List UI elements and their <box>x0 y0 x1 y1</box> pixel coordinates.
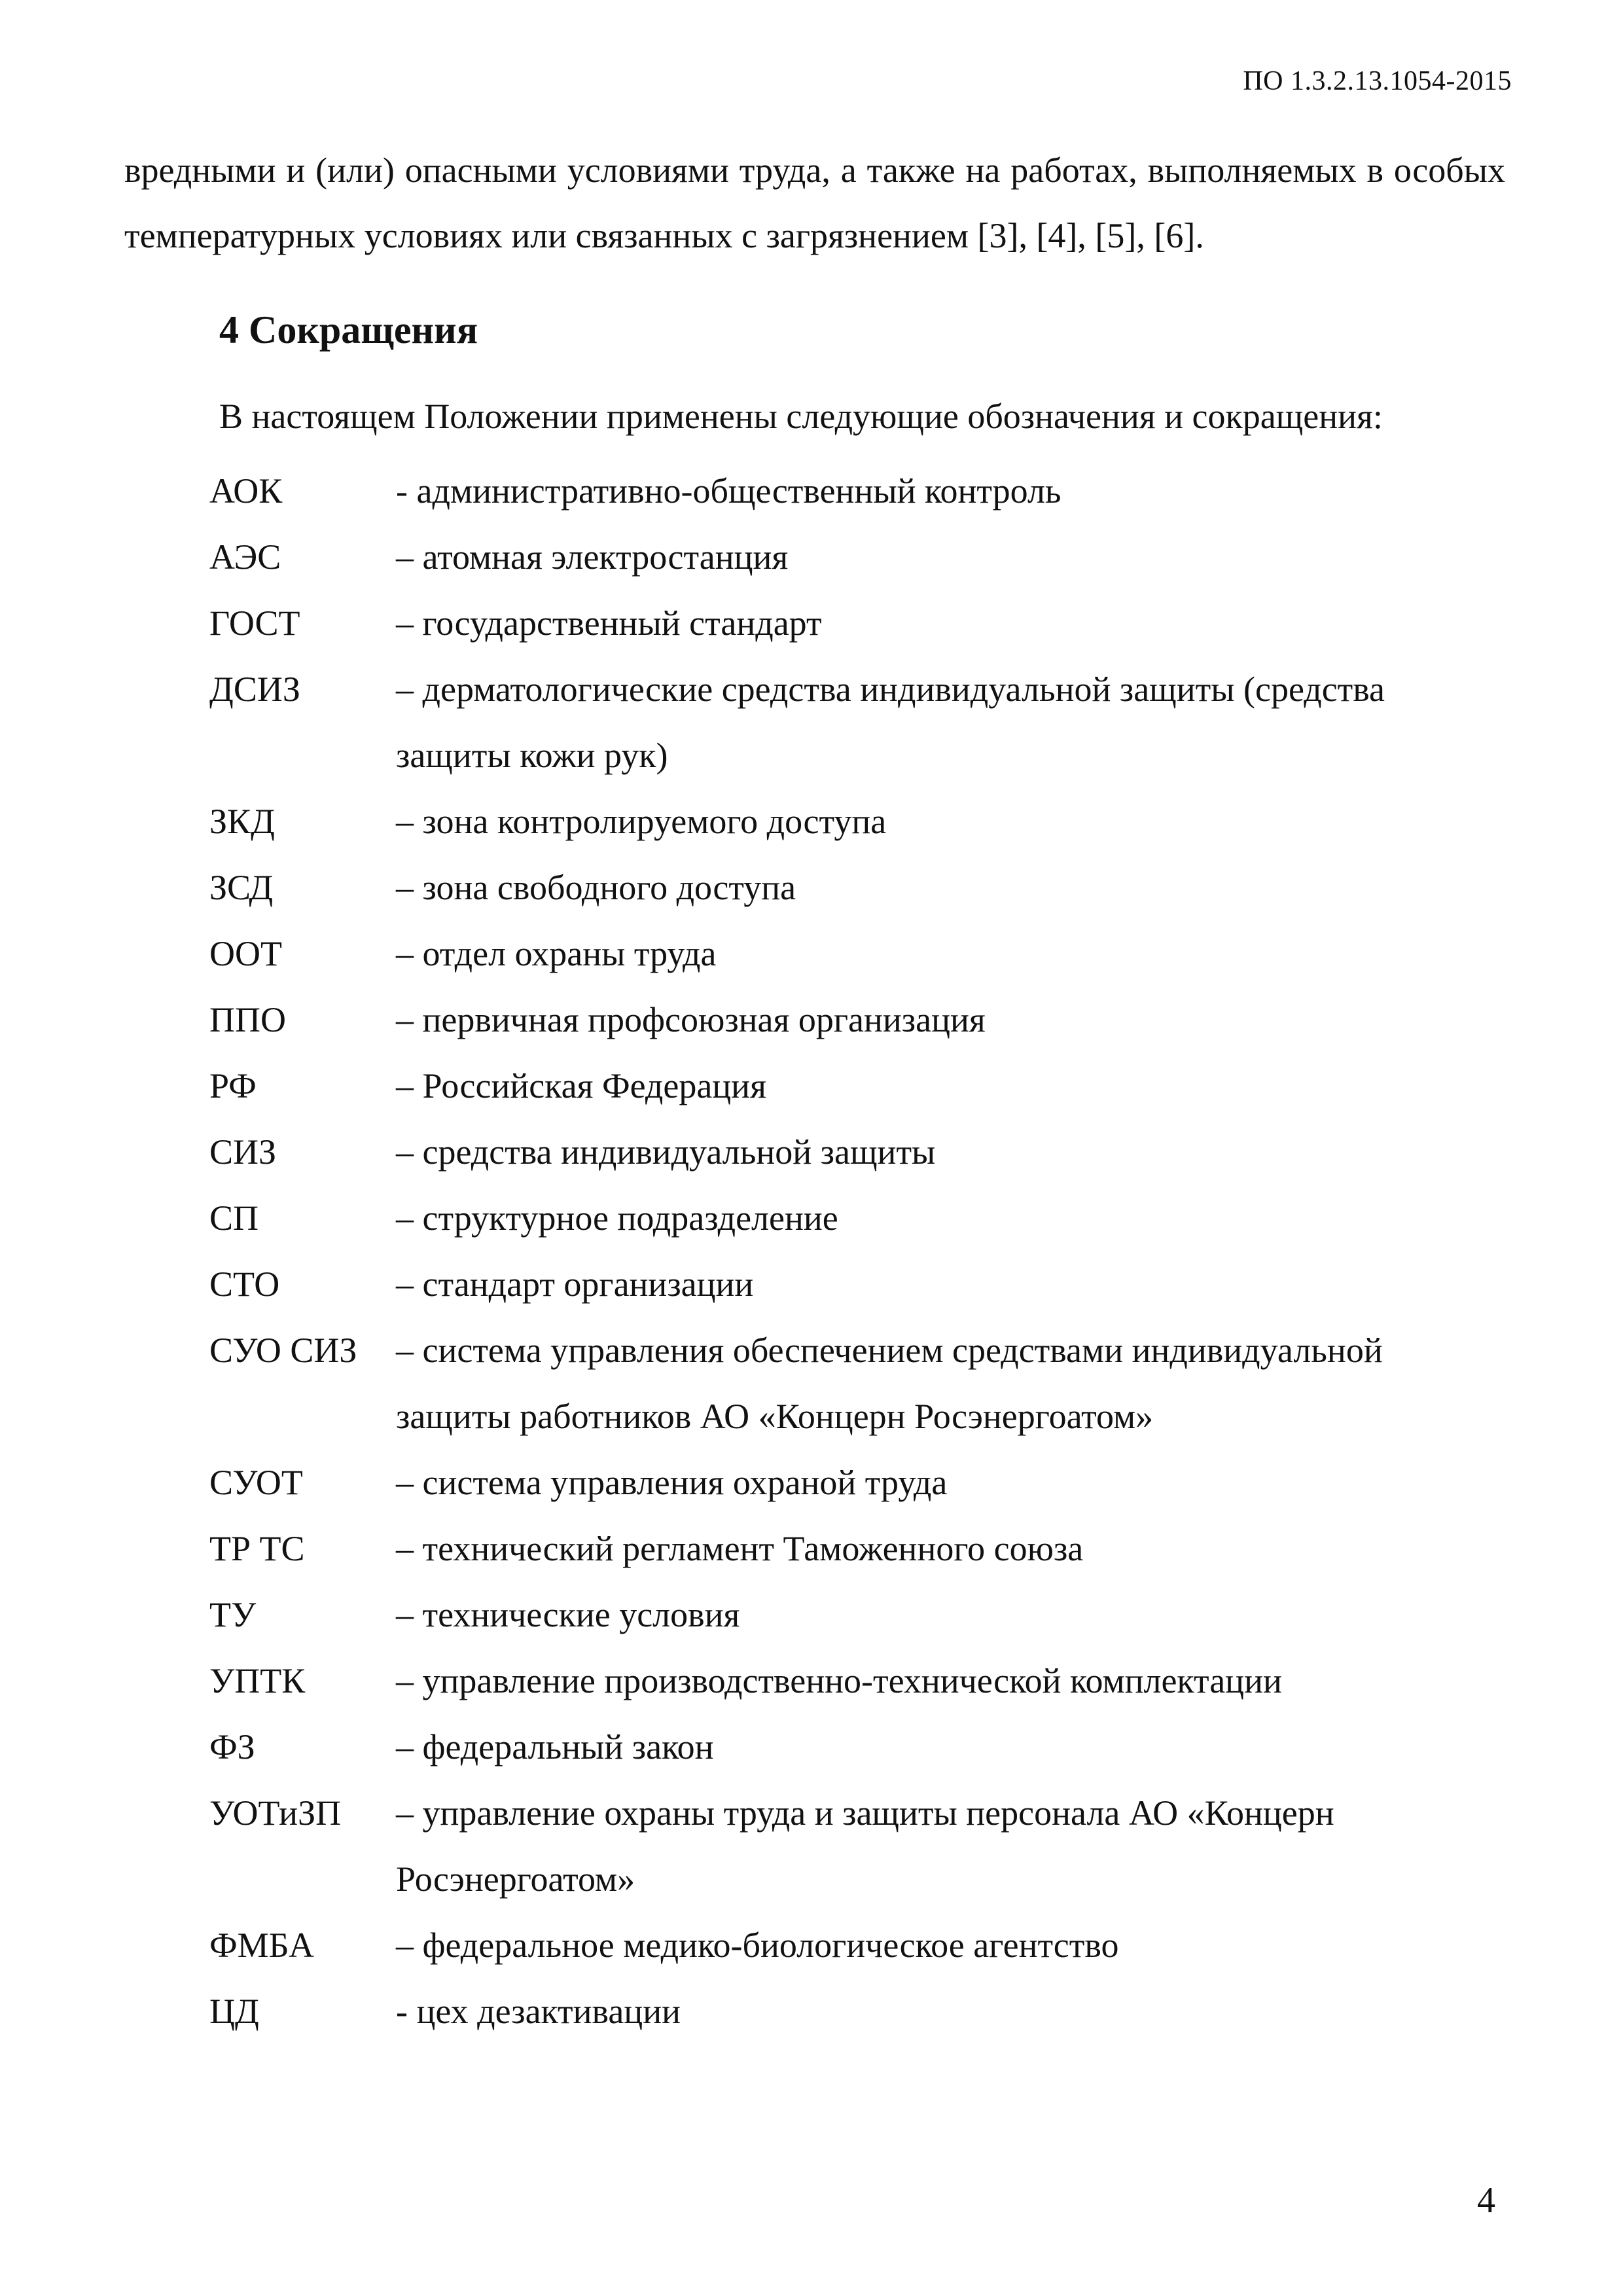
abbreviation-row <box>209 1119 1505 1185</box>
abbreviation-list <box>209 458 1505 2045</box>
abbreviation-row <box>209 987 1505 1053</box>
abbreviation-row <box>209 1714 1505 1780</box>
abbreviation-row <box>209 1648 1505 1714</box>
section-lead: В настоящем Положении применены следующие обозначения и сокращения: <box>219 397 1383 436</box>
abbreviation-term: ГОСТ <box>209 603 300 643</box>
abbreviation-definition: – система управления охраной труда <box>396 1463 948 1502</box>
abbreviation-term: ФМБА <box>209 1926 314 1965</box>
abbreviation-term: ТР ТС <box>209 1529 305 1568</box>
abbreviation-term: АОК <box>209 471 283 511</box>
abbreviation-term: УПТК <box>209 1661 306 1700</box>
abbreviation-row <box>209 1251 1505 1318</box>
abbreviation-row <box>209 789 1505 855</box>
abbreviation-definition: – зона контролируемого доступа <box>396 802 887 841</box>
abbreviation-term: ЗКД <box>209 802 275 841</box>
abbreviation-definition: – система управления обеспечением средствами индивидуальной защиты работников АО «Концерн Росэнергоатом» <box>396 1331 1383 1436</box>
abbreviation-term: РФ <box>209 1066 257 1105</box>
abbreviation-row <box>209 458 1505 524</box>
abbreviation-definition: – технические условия <box>396 1595 740 1634</box>
abbreviation-definition: – дерматологические средства индивидуальной защиты (средства защиты кожи рук) <box>396 670 1385 775</box>
abbreviation-definition: – управление производственно-технической комплектации <box>396 1661 1282 1700</box>
abbreviation-definition: – государственный стандарт <box>396 603 822 643</box>
abbreviation-definition: – федеральное медико-биологическое агентство <box>396 1926 1119 1965</box>
abbreviation-definition: – средства индивидуальной защиты <box>396 1132 936 1172</box>
abbreviation-definition: – технический регламент Таможенного союза <box>396 1529 1084 1568</box>
abbreviation-term: ФЗ <box>209 1727 255 1767</box>
abbreviation-row <box>209 1912 1505 1979</box>
abbreviation-term: СИЗ <box>209 1132 277 1172</box>
abbreviation-row <box>209 656 1505 789</box>
abbreviation-row <box>209 1450 1505 1516</box>
abbreviation-row <box>209 1979 1505 2045</box>
abbreviation-term: СТО <box>209 1265 280 1304</box>
abbreviation-row <box>209 1053 1505 1119</box>
abbreviation-term: ТУ <box>209 1595 257 1634</box>
abbreviation-definition: – управление охраны труда и защиты персонала АО «Концерн Росэнергоатом» <box>396 1793 1334 1899</box>
abbreviation-row <box>209 855 1505 921</box>
abbreviation-term: ЦД <box>209 1992 259 2031</box>
abbreviation-row <box>209 1185 1505 1251</box>
abbreviation-row <box>209 1582 1505 1648</box>
abbreviation-row <box>209 921 1505 987</box>
abbreviation-row <box>209 1318 1505 1450</box>
section-title: 4 Сокращения <box>219 308 478 351</box>
abbreviation-term: ДСИЗ <box>209 670 300 709</box>
abbreviation-definition: – Российская Федерация <box>396 1066 766 1105</box>
abbreviation-definition: – атомная электростанция <box>396 537 789 577</box>
page-number: 4 <box>1477 2180 1495 2221</box>
abbreviation-definition: – отдел охраны труда <box>396 934 717 973</box>
document-code: ПО 1.3.2.13.1054-2015 <box>1243 66 1512 96</box>
abbreviation-term: УОТиЗП <box>209 1793 342 1833</box>
abbreviation-row <box>209 1780 1505 1912</box>
abbreviation-definition: - административно-общественный контроль <box>396 471 1061 511</box>
abbreviation-term: ППО <box>209 1000 286 1039</box>
abbreviation-term: СП <box>209 1198 259 1238</box>
abbreviation-definition: - цех дезактивации <box>396 1992 681 2031</box>
intro-paragraph: вредными и (или) опасными условиями труда, а также на работах, выполняемых в особых температурных условиях или связанных с загрязнением [3], [4], [5], [6]. <box>124 151 1505 255</box>
abbreviation-term: ЗСД <box>209 868 274 907</box>
abbreviation-term: СУО СИЗ <box>209 1331 357 1370</box>
abbreviation-row <box>209 524 1505 590</box>
abbreviation-row <box>209 1516 1505 1582</box>
abbreviation-definition: – федеральный закон <box>396 1727 714 1767</box>
abbreviation-definition: – стандарт организации <box>396 1265 754 1304</box>
abbreviation-definition: – первичная профсоюзная организация <box>396 1000 986 1039</box>
abbreviation-term: ООТ <box>209 934 282 973</box>
abbreviation-term: АЭС <box>209 537 281 577</box>
abbreviation-definition: – структурное подразделение <box>396 1198 838 1238</box>
abbreviation-term: СУОТ <box>209 1463 303 1502</box>
abbreviation-row <box>209 590 1505 656</box>
abbreviation-definition: – зона свободного доступа <box>396 868 796 907</box>
